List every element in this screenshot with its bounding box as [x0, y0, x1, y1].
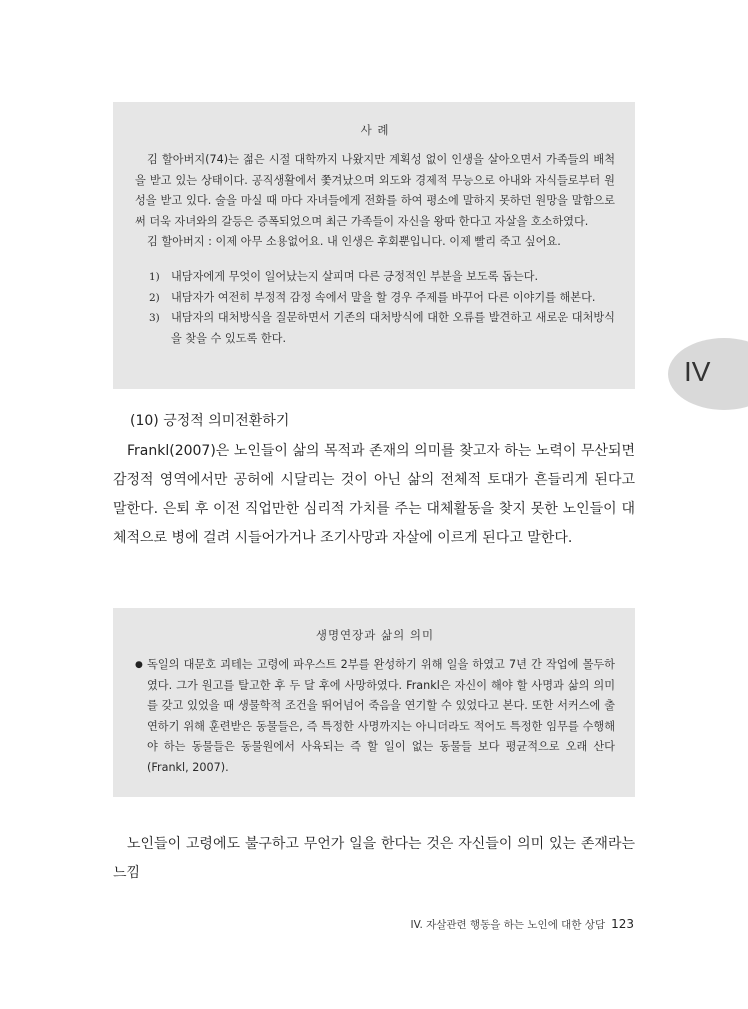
case-box-title: 사 례: [360, 123, 390, 137]
info-box-title: 생명연장과 삶의 의미: [315, 628, 435, 642]
guide-item: [135, 267, 615, 288]
section-paragraph: Frankl(2007)은 노인들이 삶의 목적과 존재의 의미를 찾고자 하는 노력이 무산되면 감정적 영역에서만 공허에 시달리는 것이 아닌 삶의 전체적 토대가 흔들리게 된다고 말한다. 은퇴 후 이전 직업만한 심리적 가치를 주는 대체활동을 찾지 못한 노인들이 대체적으로 병에 걸려 시들어가거나 조기사망과 자살에 이르게 된다고 말한다.: [113, 443, 635, 546]
case-quote: 김 할아버지 : 이제 아무 소용없어요. 내 인생은 후회뿐입니다. 이제 빨리 죽고 싶어요.: [147, 235, 561, 249]
guide-item: [135, 308, 615, 349]
guide-item: [135, 288, 615, 309]
footer-chapter-title: IV. 자살관련 행동을 하는 노인에 대한 상담: [410, 919, 606, 931]
chapter-tab: [668, 338, 748, 410]
chapter-tab-label: IV: [684, 356, 711, 387]
section-heading: (10) 긍정적 의미전환하기: [130, 413, 290, 429]
page-number: 123: [611, 917, 634, 931]
guide-item-number: 3): [149, 312, 160, 325]
case-story: [135, 150, 615, 253]
page-footer: [411, 917, 634, 932]
guide-list: [135, 267, 615, 349]
info-box: [113, 608, 635, 797]
guide-item-text: 내담자의 대처방식을 질문하면서 기존의 대처방식에 대한 오류를 발견하고 새로운 대처방식을 찾을 수 있도록 한다.: [171, 311, 615, 345]
guide-item-number: 2): [149, 291, 160, 304]
info-bullet-item: [135, 655, 615, 779]
guide-item-text: 내담자에게 무엇이 일어났는지 살피며 다른 긍정적인 부분을 보도록 돕는다.: [171, 269, 539, 283]
case-story-text: 김 할아버지(74)는 젊은 시절 대학까지 나왔지만 계획성 없이 인생을 살아오면서 가족들의 배척을 받고 있는 상태이다. 공직생활에서 쫓겨났으며 외도와 경제적 무능으로 아내와 자식들로부터 원성을 받고 있다. 술을 마실 때 마다 자녀들에게 전화를 하여 평소에 말하지 못하던 원망을 말함으로써 더욱 자녀와의 갈등은 증폭되었으며 최근 가족들이 자신을 왕따 한다고 자살을 호소하였다.: [135, 153, 615, 228]
guide-item-number: 1): [149, 270, 160, 283]
case-box: [113, 102, 635, 389]
bullet-icon: ●: [135, 660, 143, 670]
info-box-text: 독일의 대문호 괴테는 고령에 파우스트 2부를 완성하기 위해 일을 하였고 7년 간 작업에 몰두하였다. 그가 원고를 탈고한 후 두 달 후에 사망하였다. Frankl은 자신이 해야 할 사명과 삶의 의미를 갖고 있었을 때 생물학적 조건을 뛰어넘어 죽음을 연기할 수 있었다고 본다. 또한 서커스에 출연하기 위해 훈련받은 동물들은, 즉 특정한 사명까지는 아니더라도 적어도 특정한 임무를 수행해야 하는 동물들은 동물원에서 사육되는 즉 할 일이 없는 동물들 보다 평균적으로 오래 산다(Frankl, 2007).: [147, 658, 615, 774]
guide-item-text: 내담자가 여전히 부정적 감정 속에서 말을 할 경우 주제를 바꾸어 다른 이야기를 해본다.: [171, 290, 596, 304]
closing-paragraph: 노인들이 고령에도 불구하고 무언가 일을 한다는 것은 자신들이 의미 있는 존재라는 느낌: [113, 836, 635, 881]
